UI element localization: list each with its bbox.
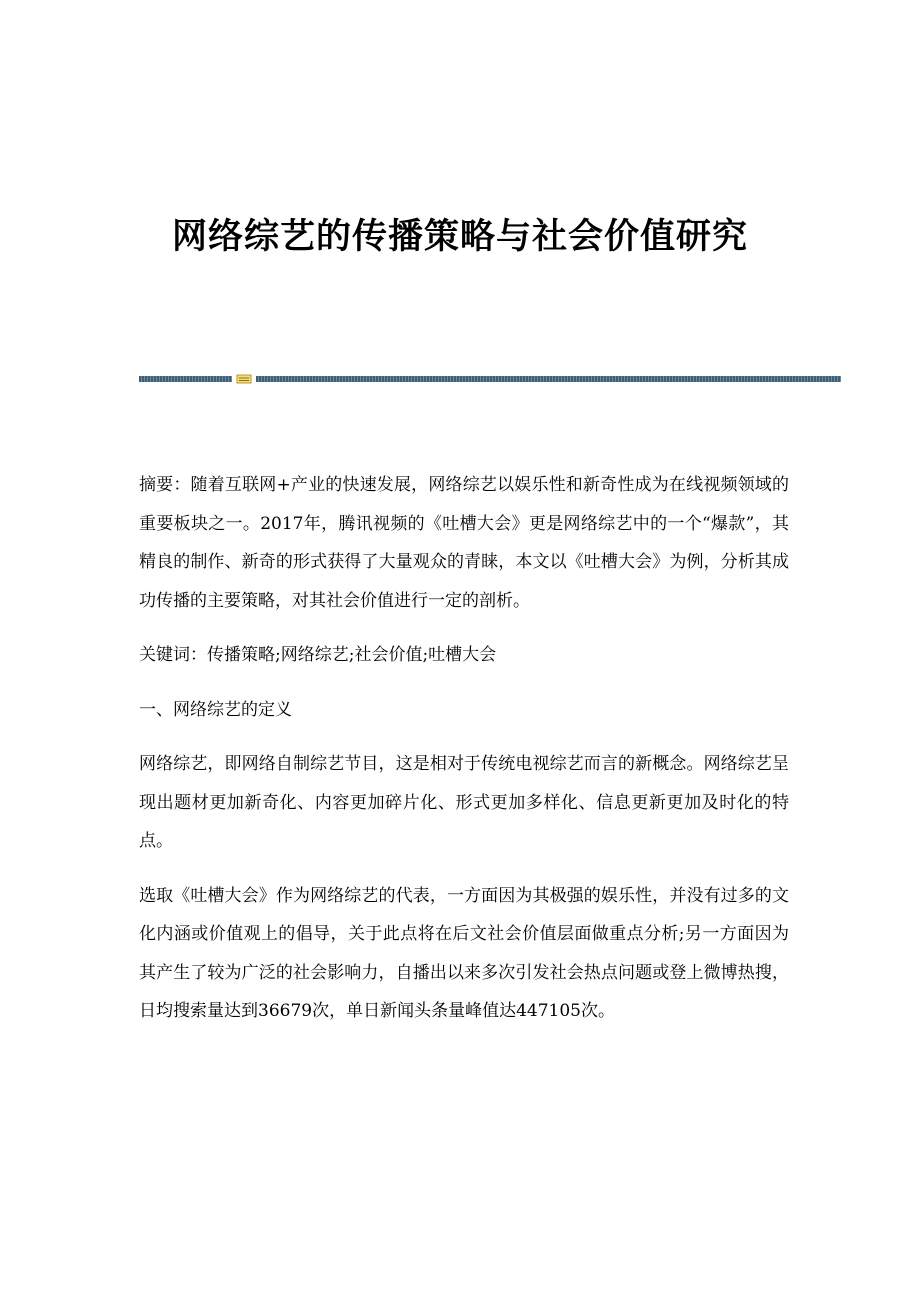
divider-bar-right bbox=[256, 376, 841, 382]
document-title: 网络综艺的传播策略与社会价值研究 bbox=[171, 216, 748, 257]
abstract-paragraph: 摘要：随着互联网+产业的快速发展，网络综艺以娱乐性和新奇性成为在线视频领域的重要板块之一。2017年，腾讯视频的《吐槽大会》更是网络综艺中的一个“爆款”，其精良的制作、新奇的形式获得了大量观众的青睐，本文以《吐槽大会》为例，分析其成功传播的主要策略，对其社会价值进行一定的剖析。 bbox=[139, 475, 789, 611]
example-paragraph: 选取《吐槽大会》作为网络综艺的代表，一方面因为其极强的娱乐性，并没有过多的文化内涵或价值观上的倡导，关于此点将在后文社会价值层面做重点分析;另一方面因为其产生了较为广泛的社会影响力，自播出以来多次引发社会热点问题或登上微博热搜，日均搜索量达到36679次，单日新闻头条量峰值达447105次。 bbox=[139, 885, 789, 1021]
title-divider bbox=[139, 374, 841, 384]
keywords-line: 关键词：传播策略;网络综艺;社会价值;吐槽大会 bbox=[139, 645, 497, 665]
definition-paragraph: 网络综艺，即网络自制综艺节目，这是相对于传统电视综艺而言的新概念。网络综艺呈现出题材更加新奇化、内容更加碎片化、形式更加多样化、信息更新更加及时化的特点。 bbox=[139, 754, 789, 851]
section-heading: 一、网络综艺的定义 bbox=[139, 699, 292, 720]
divider-bar-left bbox=[139, 376, 232, 382]
document-body bbox=[139, 466, 789, 1047]
divider-ornament-icon bbox=[236, 374, 252, 384]
